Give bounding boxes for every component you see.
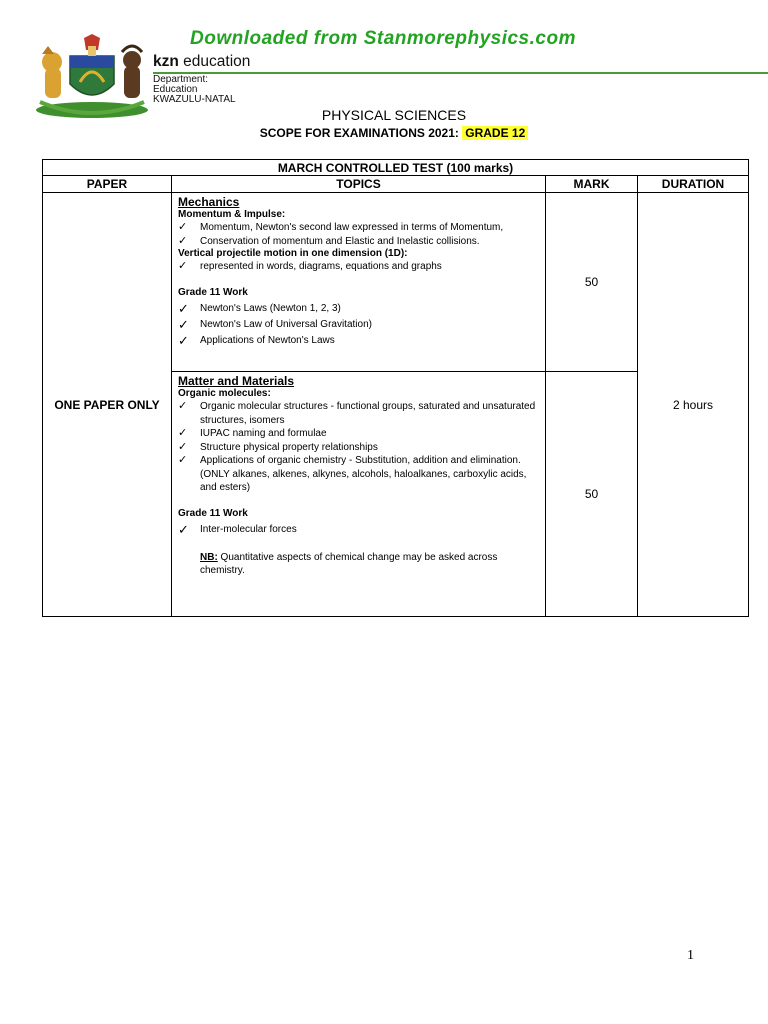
test-header: MARCH CONTROLLED TEST (100 marks) (43, 160, 749, 176)
projectile-heading: Vertical projectile motion in one dimension (1D): (178, 248, 408, 259)
checkmark-icon: ✓ (178, 521, 189, 537)
paper-cell: ONE PAPER ONLY (43, 193, 172, 617)
grade-highlight: GRADE 12 (462, 126, 528, 140)
document-subtitle (0, 126, 768, 140)
checkmark-icon: ✓ (178, 316, 189, 332)
list-item: ✓ represented in words, diagrams, equations and graphs (178, 260, 442, 272)
scope-table (42, 159, 749, 617)
matter-mark: 50 (546, 372, 638, 617)
checkmark-icon: ✓ (178, 332, 189, 348)
checkmark-icon: ✓ (178, 440, 188, 453)
checkmark-icon: ✓ (178, 234, 188, 247)
column-header-topics: TOPICS (172, 176, 546, 193)
download-banner: Downloaded from Stanmorephysics.com (190, 28, 576, 49)
column-header-duration: DURATION (638, 176, 749, 193)
nb-label: NB: (200, 551, 218, 563)
checkmark-icon: ✓ (178, 400, 188, 412)
nb-text: Quantitative aspects of chemical change may be asked across chemistry. (200, 551, 498, 576)
subtitle-text: SCOPE FOR EXAMINATIONS 2021: (259, 126, 459, 140)
column-header-mark: MARK (546, 176, 638, 193)
checkmark-icon: ✓ (178, 260, 188, 272)
checkmark-icon: ✓ (178, 454, 188, 466)
matter-topics (172, 372, 546, 617)
mechanics-title: Mechanics (178, 195, 240, 209)
list-item: ✓ IUPAC naming and formulae (178, 427, 327, 439)
kzn-education-logo (153, 53, 250, 71)
header-divider (153, 72, 768, 74)
dept-line: Department: (153, 74, 209, 85)
dept-line: KWAZULU-NATAL (153, 94, 236, 105)
list-item: ✓ Inter-molecular forces (178, 521, 297, 537)
mechanics-topics (172, 193, 546, 372)
mechanics-mark: 50 (546, 193, 638, 372)
organic-note: (ONLY alkanes, alkenes, alkynes, alcohols, haloalkanes, carboxylic acids, and esters) (200, 468, 527, 493)
list-item: ✓ Applications of Newton's Laws (178, 332, 335, 348)
list-item: ✓ Newton's Law of Universal Gravitation) (178, 316, 372, 332)
duration-cell: 2 hours (638, 193, 749, 617)
list-item: ✓ Applications of organic chemistry - Substitution, addition and elimination. (178, 454, 521, 466)
grade11-heading: Grade 11 Work (178, 507, 248, 519)
list-item: ✓ Structure physical property relationships (178, 440, 378, 453)
dept-line: Education (153, 84, 198, 95)
checkmark-icon: ✓ (178, 300, 189, 316)
kzn-brand-rest: education (178, 53, 251, 70)
grade11-heading: Grade 11 Work (178, 286, 248, 298)
list-item: ✓ Conservation of momentum and Elastic and Inelastic collisions. (178, 234, 480, 247)
nb-note (178, 551, 539, 578)
momentum-heading: Momentum & Impulse: (178, 209, 286, 220)
list-item: ✓ Newton's Laws (Newton 1, 2, 3) (178, 300, 341, 316)
organic-heading: Organic molecules: (178, 388, 271, 399)
checkmark-icon: ✓ (178, 427, 188, 439)
matter-title: Matter and Materials (178, 374, 295, 388)
list-item: ✓ Organic molecular structures - functional groups, saturated and unsaturated structures, isomers (178, 400, 536, 426)
checkmark-icon: ✓ (178, 221, 188, 233)
list-item: ✓ Momentum, Newton's second law expressed in terms of Momentum, (178, 221, 504, 233)
column-header-paper: PAPER (43, 176, 172, 193)
document-title: PHYSICAL SCIENCES (321, 107, 467, 123)
kzn-brand-bold: kzn (153, 53, 179, 70)
page-number: 1 (687, 948, 694, 963)
department-label (153, 75, 236, 105)
